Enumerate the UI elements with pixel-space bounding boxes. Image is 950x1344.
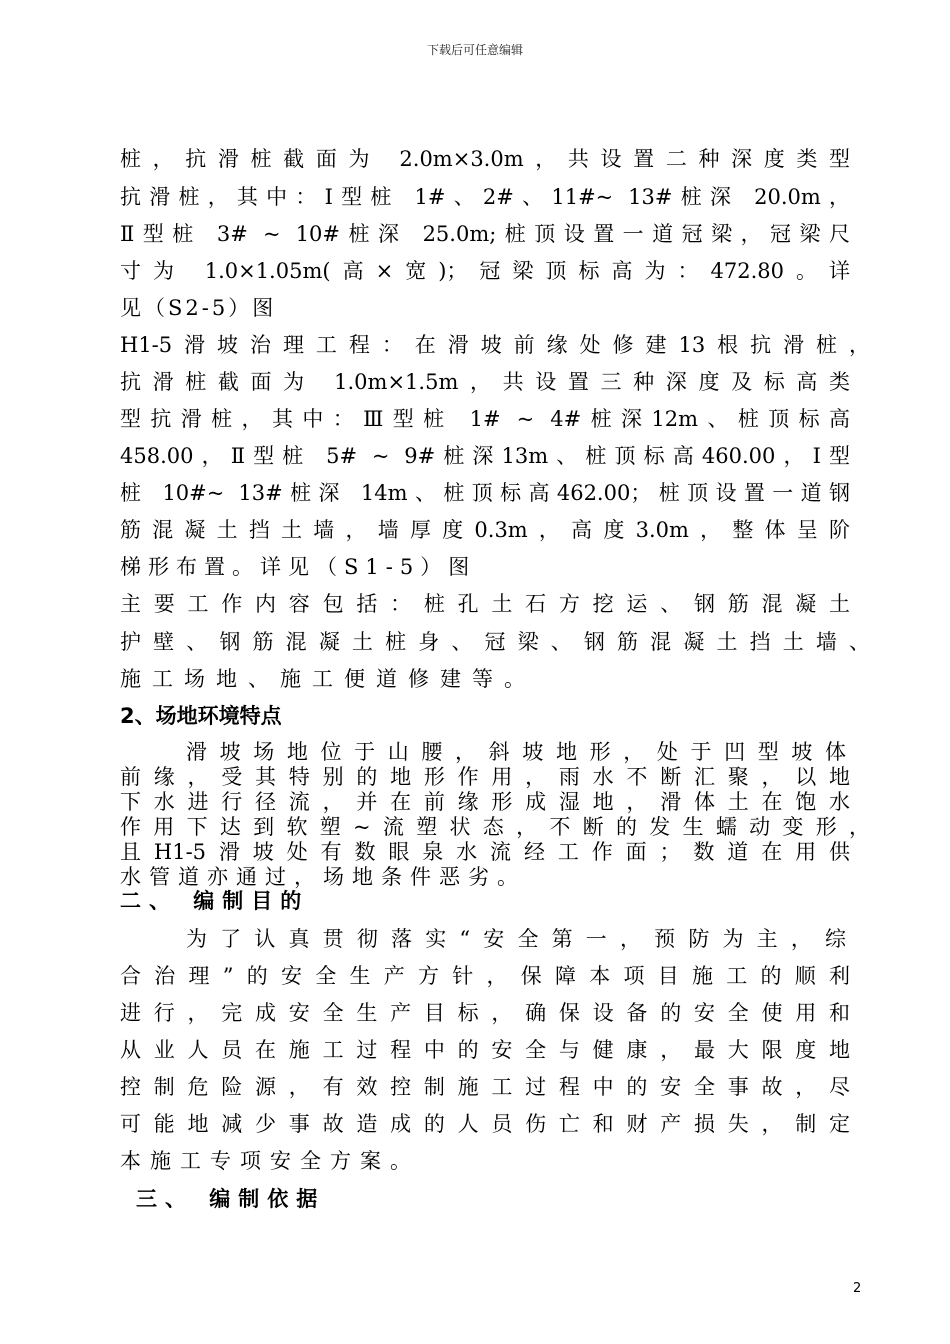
body-line: 寸为 1.0×1.05m(高×宽)；冠梁顶标高为：472.80。详 — [120, 259, 850, 283]
body-line: 从业人员在施工过程中的安全与健康，最大限度地 — [120, 1038, 850, 1062]
body-line: 前缘，受其特别的地形作用，雨水不断汇聚，以地 — [120, 765, 850, 789]
section-heading: 二、 编制目的 — [120, 889, 310, 913]
body-line: 为了认真贯彻落实“安全第一，预防为主，综 — [186, 927, 846, 951]
body-line: 458.00，Ⅱ型桩 5# ~ 9#桩深13m、桩顶标高460.00，Ⅰ型 — [120, 444, 850, 468]
body-line: 控制危险源，有效控制施工过程中的安全事故，尽 — [120, 1075, 850, 1099]
body-line: 且H1-5滑坡处有数眼泉水流经工作面；数道在用供 — [120, 840, 850, 864]
body-line: H1-5滑坡治理工程：在滑坡前缘处修建13根抗滑桩， — [120, 333, 870, 357]
body-line: 下水进行径流，并在前缘形成湿地，滑体土在饱水 — [120, 790, 850, 814]
body-line: 筋混凝土挡土墙，墙厚度0.3m，高度3.0m，整体呈阶 — [120, 518, 850, 542]
body-line: 梯形布置。详见（S1-5）图 — [120, 555, 477, 579]
body-line: 合治理”的安全生产方针，保障本项目施工的顺利 — [120, 964, 850, 988]
body-line: 护壁、钢筋混凝土桩身、冠梁、钢筋混凝土挡土墙、 — [120, 630, 870, 654]
body-line: 水管道亦通过，场地条件恶劣。 — [120, 865, 526, 889]
page-number: 2 — [853, 1281, 862, 1296]
page-header: 下载后可任意编辑 — [426, 43, 523, 57]
body-line: 进行，完成安全生产目标，确保设备的安全使用和 — [120, 1001, 850, 1025]
body-line: 作用下达到软塑~流塑状态，不断的发生蠕动变形， — [120, 815, 870, 839]
body-line: 主要工作内容包括：桩孔土石方挖运、钢筋混凝土 — [120, 592, 850, 616]
section-heading: 2、场地环境特点 — [120, 704, 282, 728]
body-line: 施工场地、施工便道修建等。 — [120, 667, 536, 691]
body-line: Ⅱ型桩 3# ~ 10#桩深 25.0m;桩顶设置一道冠梁，冠梁尺 — [120, 222, 850, 246]
body-line: 可能地减少事故造成的人员伤亡和财产损失，制定 — [120, 1112, 850, 1136]
body-line: 桩 10#~ 13#桩深 14m、桩顶标高462.00；桩顶设置一道钢 — [120, 481, 850, 505]
body-line: 桩，抗滑桩截面为 2.0m×3.0m，共设置二种深度类型 — [120, 147, 850, 171]
body-line: 见（S2-5）图 — [120, 296, 277, 320]
body-line: 滑坡场地位于山腰，斜坡地形，处于凹型坡体 — [186, 740, 846, 764]
body-line: 抗滑桩，其中：Ⅰ型桩 1#、2#、11#~ 13#桩深 20.0m， — [120, 185, 850, 209]
section-heading: 三、 编制依据 — [136, 1187, 326, 1211]
body-line: 本施工专项安全方案。 — [120, 1149, 420, 1173]
body-line: 抗滑桩截面为 1.0m×1.5m，共设置三种深度及标高类 — [120, 370, 850, 394]
body-line: 型抗滑桩，其中：Ⅲ型桩 1# ~ 4#桩深12m、桩顶标高 — [120, 407, 850, 431]
